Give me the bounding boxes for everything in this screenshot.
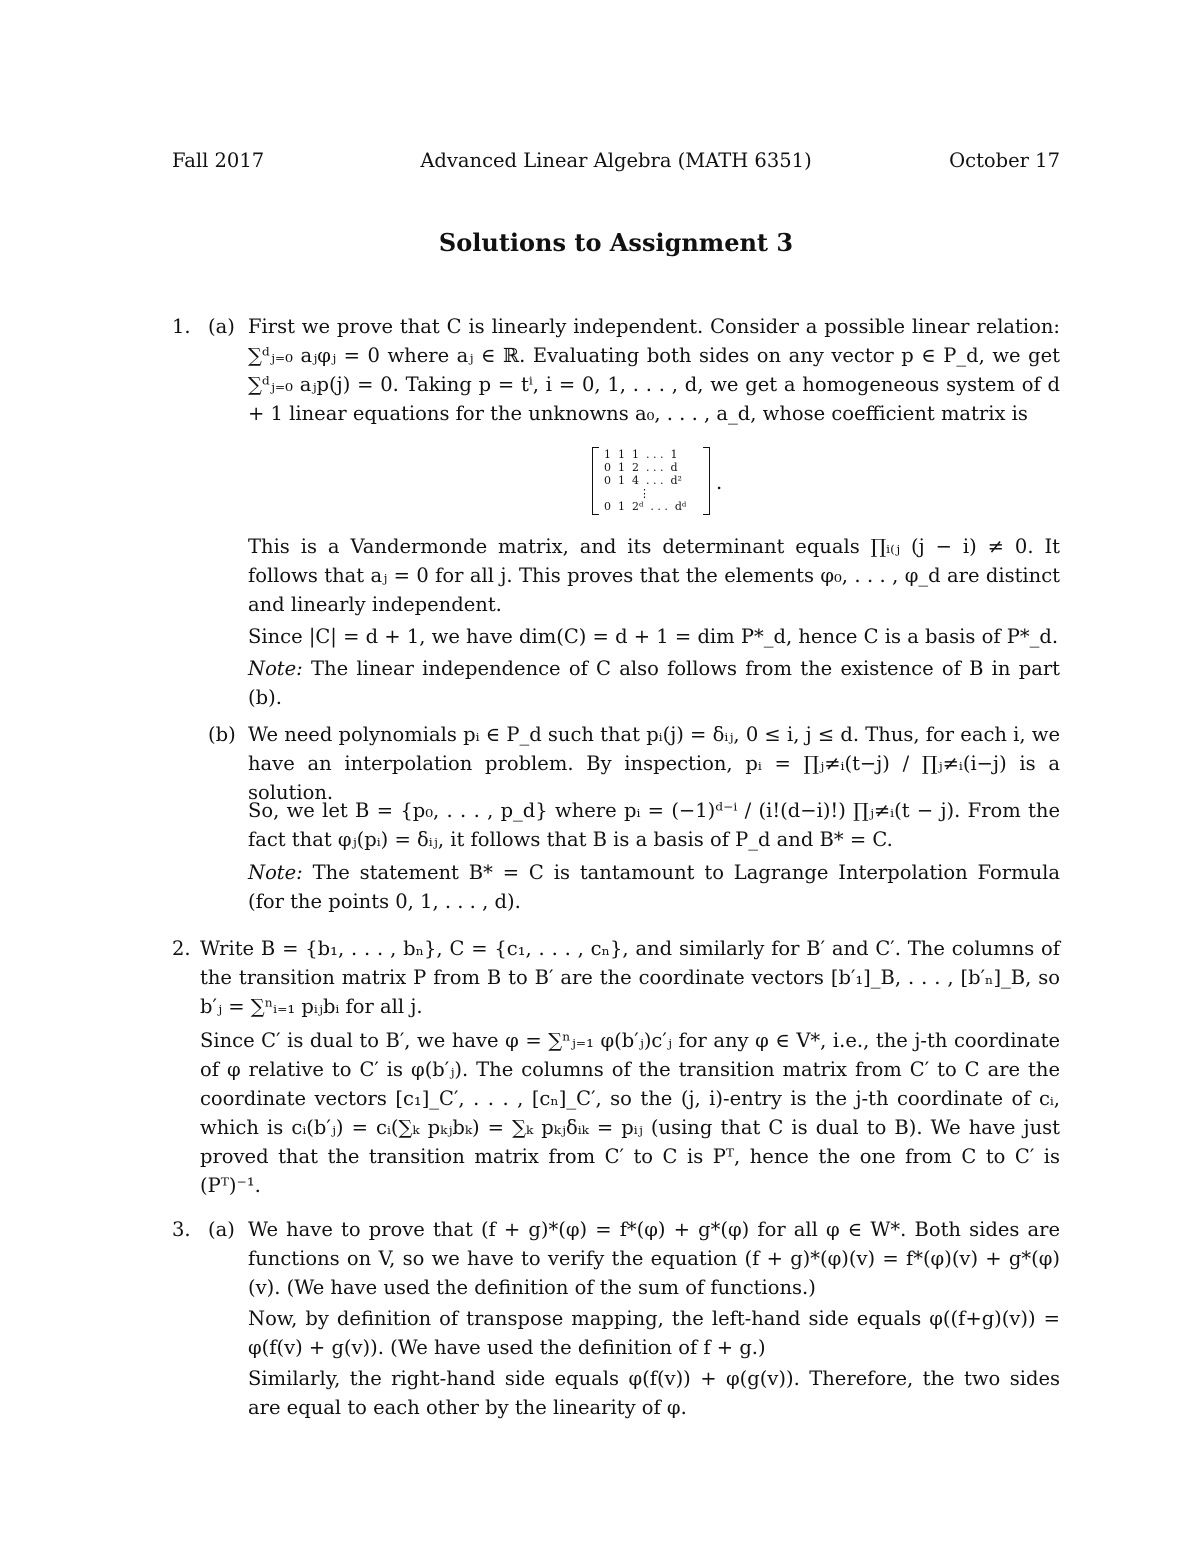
date-label: October 17 [949,149,1060,172]
problem-3-number: 3. [172,1218,191,1241]
problem-3a-paragraph-3 [248,1364,1060,1422]
problem-3a-paragraph-2 [248,1304,1060,1362]
problem-3a-paragraph-1 [248,1215,1060,1302]
problem-1a-note [248,654,1060,712]
matrix-right-bracket [703,447,710,515]
problem-1b-label: (b) [208,723,236,746]
problem-1a-paragraph-1 [248,312,1060,428]
note-text: The linear independence of C also follows from the existence of B in part (b). [248,657,1060,709]
problem-1b-note [248,858,1060,916]
problem-1b-paragraph-2 [248,796,1060,854]
problem-3a-text-2: Now, by definition of transpose mapping, the left-hand side equals φ((f+g)(v)) = φ(f(v) + g(v)). (We have used the definition of f + g.) [248,1307,1060,1359]
matrix-left-bracket [592,447,599,515]
problem-2-number: 2. [172,937,191,960]
semester-label: Fall 2017 [172,149,265,172]
problem-2-paragraph-2 [200,1026,1060,1200]
problem-2-text-2: Since C′ is dual to B′, we have φ = ∑ⁿⱼ₌₁ φ(b′ⱼ)c′ⱼ for any φ ∈ V*, i.e., the j-th coordinate of φ relative to C′ is φ(b′ⱼ). The columns of the transition matrix from C′ to C are the coordinate vectors [c₁]_C′, . . . , [cₙ]_C′, so the (j, i)-entry is the j-th coordinate of cᵢ, which is cᵢ(b′ⱼ) = cᵢ(∑ₖ pₖⱼbₖ) = ∑ₖ pₖⱼδᵢₖ = pᵢⱼ (using that C is dual to B). We have just proved that the transition matrix from C′ to C is Pᵀ, hence the one from C to C′ is (Pᵀ)⁻¹. [200,1029,1060,1197]
matrix-row-dots: ⋮ [604,487,650,500]
problem-1a-text-3: Since |C| = d + 1, we have dim(C) = d + 1 = dim P*_d, hence C is a basis of P*_d. [248,625,1059,648]
problem-2-paragraph-1 [200,934,1060,1021]
problem-1b-paragraph-1 [248,720,1060,807]
problem-3a-text-3: Similarly, the right-hand side equals φ(f(v)) + φ(g(v)). Therefore, the two sides are equal to each other by the linearity of φ. [248,1367,1060,1419]
problem-1a-text-2: This is a Vandermonde matrix, and its determinant equals ∏ᵢ₍ⱼ (j − i) ≠ 0. It follows that aⱼ = 0 for all j. This proves that the elements φ₀, . . . , φ_d are distinct and linearly independent. [248,535,1060,616]
matrix-row-1: 1 1 1 . . . 1 [604,448,678,461]
problem-3a-text-1: We have to prove that (f + g)*(φ) = f*(φ) + g*(φ) for all φ ∈ W*. Both sides are functions on V, so we have to verify the equation (f + g)*(φ)(v) = f*(φ)(v) + g*(φ)(v). (We have used the definition of the sum of functions.) [248,1218,1060,1299]
matrix-row-3: 0 1 4 . . . d² [604,474,682,487]
problem-1a-paragraph-2 [248,532,1060,619]
problem-1a-label: (a) [208,315,235,338]
problem-2-text-1: Write B = {b₁, . . . , bₙ}, C = {c₁, . . . , cₙ}, and similarly for B′ and C′. The columns of the transition matrix P from B to B′ are the coordinate vectors [b′₁]_B, . . . , [b′ₙ]_B, so b′ⱼ = ∑ⁿᵢ₌₁ pᵢⱼbᵢ for all j. [200,937,1060,1018]
problem-3a-label: (a) [208,1218,235,1241]
page-title: Solutions to Assignment 3 [438,228,794,257]
course-title: Advanced Linear Algebra (MATH 6351) [420,149,812,172]
note-text: The statement B* = C is tantamount to Lagrange Interpolation Formula (for the points 0, 1, . . . , d). [248,861,1060,913]
problem-1-number: 1. [172,315,191,338]
matrix-row-2: 0 1 2 . . . d [604,461,678,474]
problem-1b-text-2: So, we let B = {p₀, . . . , p_d} where pᵢ = (−1)ᵈ⁻ⁱ / (i!(d−i)!) ∏ⱼ≠ᵢ(t − j). From the fact that φⱼ(pᵢ) = δᵢⱼ, it follows that B is a basis of P_d and B* = C. [248,799,1060,851]
matrix-row-4: 0 1 2ᵈ . . . dᵈ [604,500,687,513]
page-header [172,146,1060,176]
problem-1a-text-1: First we prove that C is linearly independent. Consider a possible linear relation: ∑ᵈⱼ₌₀ aⱼφⱼ = 0 where aⱼ ∈ ℝ. Evaluating both sides on any vector p ∈ P_d, we get ∑ᵈⱼ₌₀ aⱼp(j) = 0. Taking p = tⁱ, i = 0, 1, . . . , d, we get a homogeneous system of d + 1 linear equations for the unknowns a₀, . . . , a_d, whose coefficient matrix is [248,315,1060,425]
coefficient-matrix [592,445,710,517]
note-label: Note: [248,657,303,680]
note-label: Note: [248,861,303,884]
matrix-period: . [716,471,723,494]
problem-1b-text-1: We need polynomials pᵢ ∈ P_d such that pᵢ(j) = δᵢⱼ, 0 ≤ i, j ≤ d. Thus, for each i, we have an interpolation problem. By inspection, pᵢ = ∏ⱼ≠ᵢ(t−j) / ∏ⱼ≠ᵢ(i−j) is a solution. [248,723,1060,804]
problem-1a-paragraph-3 [248,622,1060,651]
